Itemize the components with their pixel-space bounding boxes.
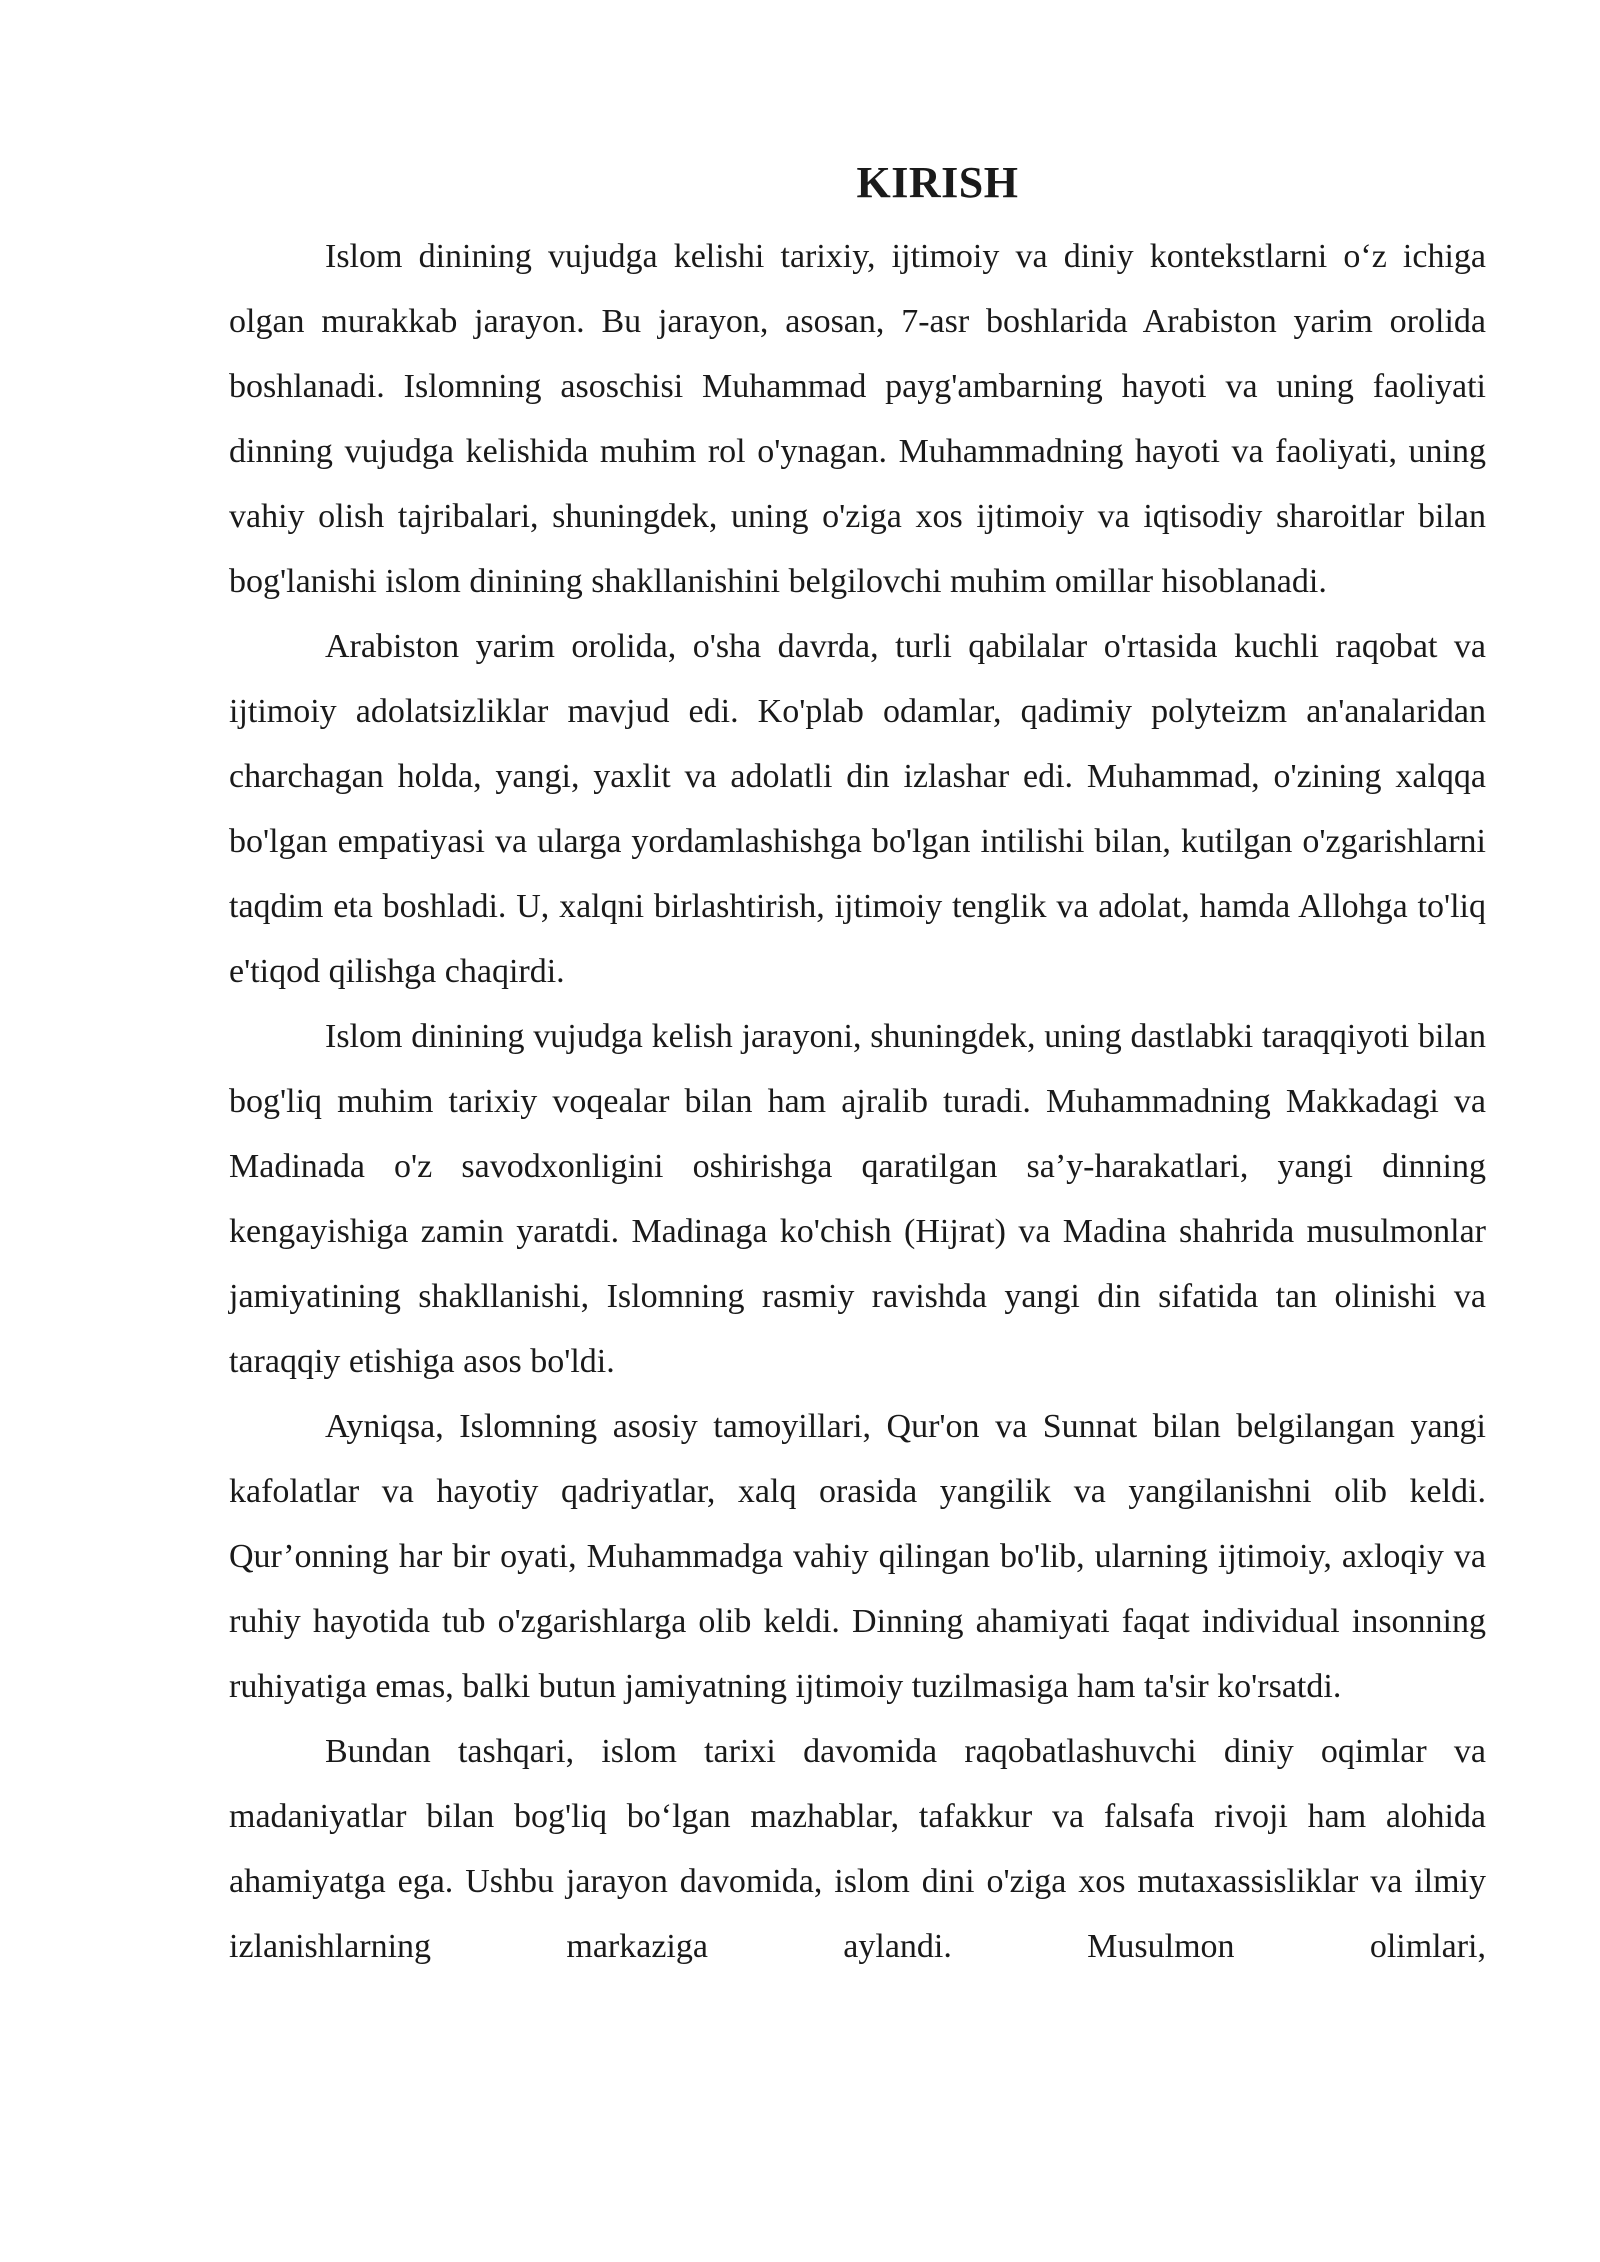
document-body — [229, 150, 1486, 1979]
paragraph-2: Arabiston yarim orolida, o'sha davrda, turli qabilalar o'rtasida kuchli raqobat va ijtimoiy adolatsizliklar mavjud edi. Ko'plab odamlar, qadimiy polyteizm an'analaridan charchagan holda, yangi, yaxlit va adolatli din izlashar edi. Muhammad, o'zining xalqqa bo'lgan empatiyasi va ularga yordamlashishga bo'lgan intilishi bilan, kutilgan o'zgarishlarni taqdim eta boshladi. U, xalqni birlashtirish, ijtimoiy tenglik va adolat, hamda Allohga to'liq e'tiqod qilishga chaqirdi. — [229, 628, 1486, 990]
paragraph-1: Islom dinining vujudga kelishi tarixiy, ijtimoiy va diniy kontekstlarni o‘z ichiga olgan murakkab jarayon. Bu jarayon, asosan, 7-asr boshlarida Arabiston yarim orolida boshlanadi. Islomning asoschisi Muhammad payg'ambarning hayoti va uning faoliyati dinning vujudga kelishida muhim rol o'ynagan. Muhammadning hayoti va faoliyati, uning vahiy olish tajribalari, shuningdek, uning o'ziga xos ijtimoiy va iqtisodiy sharoitlar bilan bog'lanishi islom dinining shakllanishini belgilovchi muhim omillar hisoblanadi. — [229, 238, 1486, 600]
paragraph-4: Ayniqsa, Islomning asosiy tamoyillari, Qur'on va Sunnat bilan belgilangan yangi kafolatlar va hayotiy qadriyatlar, xalq orasida yangilik va yangilanishni olib keldi. Qur’onning har bir oyati, Muhammadga vahiy qilingan bo'lib, ularning ijtimoiy, axloqiy va ruhiy hayotida tub o'zgarishlarga olib keldi. Dinning ahamiyati faqat individual insonning ruhiyatiga emas, balki butun jamiyatning ijtimoiy tuzilmasiga ham ta'sir ko'rsatdi. — [229, 1408, 1486, 1705]
paragraph-3: Islom dinining vujudga kelish jarayoni, shuningdek, uning dastlabki taraqqiyoti bilan bog'liq muhim tarixiy voqealar bilan ham ajralib turadi. Muhammadning Makkadagi va Madinada o'z savodxonligini oshirishga qaratilgan sa’y-harakatlari, yangi dinning kengayishiga zamin yaratdi. Madinaga ko'chish (Hijrat) va Madina shahrida musulmonlar jamiyatining shakllanishi, Islomning rasmiy ravishda yangi din sifatida tan olinishi va taraqqiy etishiga asos bo'ldi. — [229, 1018, 1486, 1380]
page-title: KIRISH — [856, 158, 1019, 207]
paragraph-5: Bundan tashqari, islom tarixi davomida raqobatlashuvchi diniy oqimlar va madaniyatlar bilan bog'liq bo‘lgan mazhablar, tafakkur va falsafa rivoji ham alohida ahamiyatga ega. Ushbu jarayon davomida, islom dini o'ziga xos mutaxassisliklar va ilmiy izlanishlarning markaziga aylandi. Musulmon olimlari, — [229, 1733, 1486, 1965]
